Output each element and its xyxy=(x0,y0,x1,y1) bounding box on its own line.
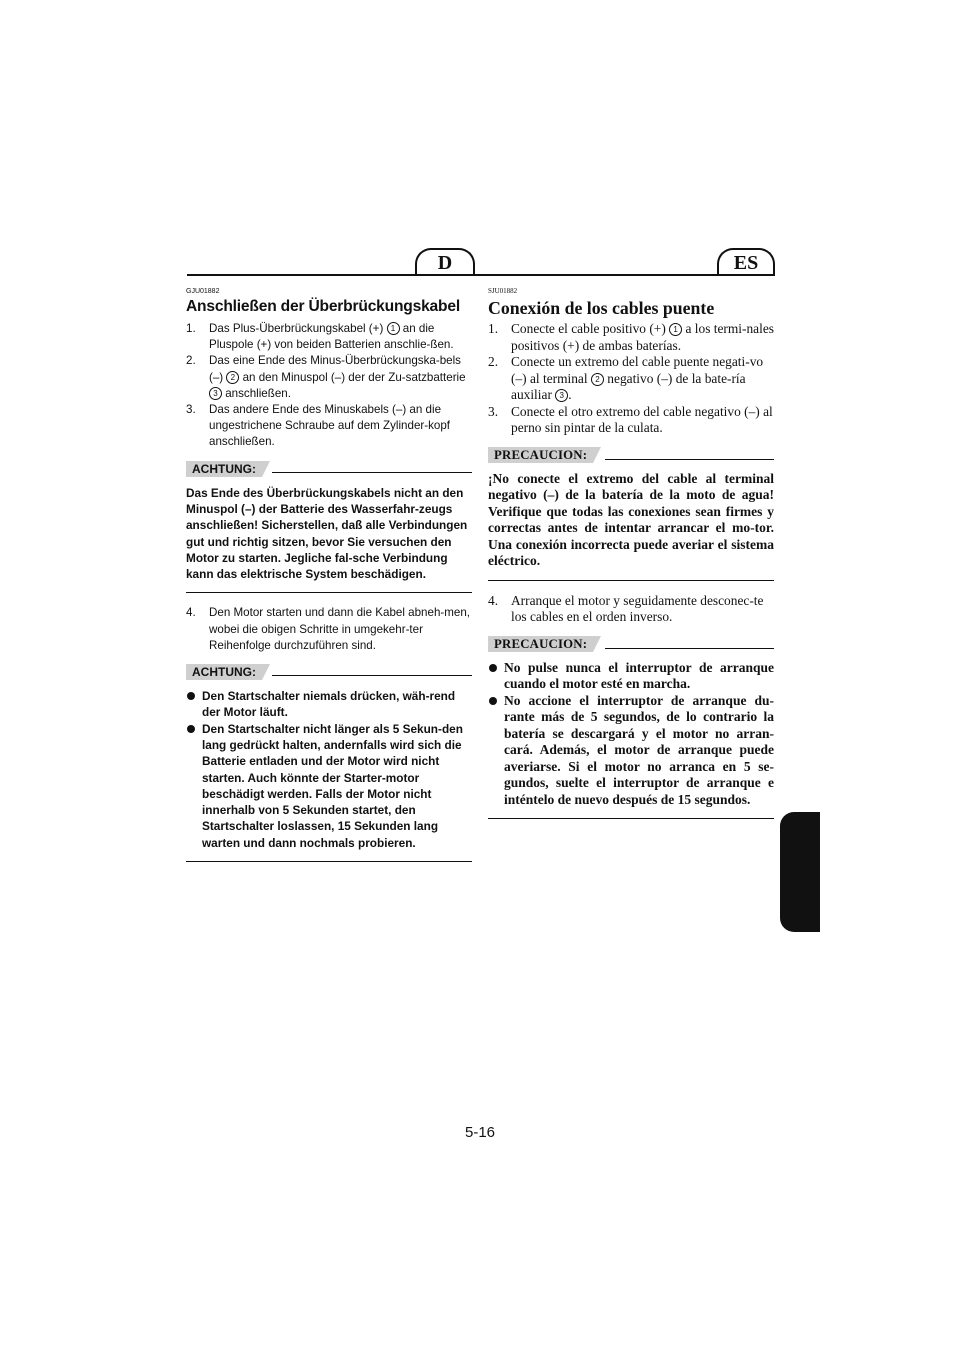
step-item xyxy=(186,353,472,402)
step-text: an den Minuspol (–) der der Zu-satzbatterie xyxy=(239,370,466,384)
caution-rule xyxy=(272,472,472,473)
section-title: Conexión de los cables puente xyxy=(488,298,715,318)
chapter-tab xyxy=(780,812,820,932)
step-list xyxy=(186,321,472,451)
bullet-item xyxy=(186,688,472,721)
step-list xyxy=(488,593,774,626)
spanish-column xyxy=(488,287,774,819)
callout-number: 2 xyxy=(226,371,239,384)
caution-box xyxy=(186,664,472,862)
caution-header xyxy=(186,664,472,680)
step-list xyxy=(488,321,774,437)
step-text: negativo (–) de la bate-ría auxiliar xyxy=(511,370,746,402)
step-number: 3. xyxy=(186,403,196,417)
step-text: a los termi-nales positivos (+) de ambas baterías. xyxy=(511,321,775,353)
bullet-text: Den Startschalter niemals drücken, wäh-rend der Motor läuft. xyxy=(202,689,456,720)
caution-label: ACHTUNG: xyxy=(186,461,262,477)
callout-number: 2 xyxy=(591,373,604,386)
language-badge-german: D xyxy=(415,248,475,276)
caution-rule xyxy=(605,648,774,649)
callout-number: 1 xyxy=(669,323,682,336)
step-text: Das eine Ende des Minus-Überbrückungska-bels (–) xyxy=(209,354,461,384)
step-text: Das Plus-Überbrückungskabel (+) xyxy=(209,322,387,335)
step-text: Das andere Ende des Minuskabels (–) an die ungestrichene Schraube auf dem Zylinder-kopf anschließen. xyxy=(209,403,451,449)
caution-rule xyxy=(605,459,774,460)
section-code: SJU01882 xyxy=(488,287,518,295)
callout-number: 3 xyxy=(209,387,222,400)
header-rule xyxy=(187,274,774,276)
step-item xyxy=(186,605,472,654)
caution-label: PRECAUCION: xyxy=(488,447,593,463)
step-text: Conecte un extremo del cable puente negati-vo (–) al terminal xyxy=(511,354,764,386)
step-item xyxy=(488,354,774,404)
bullet-text: No accione el interruptor de arranque du-rante más de 5 segundos, de lo contrario la batería se descargará y el motor no arran-cará. Además, el motor de arranque puede averiarse. Si el motor no arranca en 5 se-gundos, suelte el interruptor de arranque e inténtelo de nuevo después de 15 segundos. xyxy=(504,692,774,807)
step-text: Den Motor starten und dann die Kabel abneh-men, wobei die obigen Schritte in umgekehr-ter Reihenfolge durchzuführen sind. xyxy=(209,606,471,652)
step-text: Conecte el otro extremo del cable negativo (–) al perno sin pintar de la culata. xyxy=(511,403,773,435)
bullet-dot-icon xyxy=(187,692,195,700)
bullet-item xyxy=(488,660,774,693)
callout-number: 1 xyxy=(387,322,400,335)
bullet-text: No pulse nunca el interruptor de arranque cuando el motor esté en marcha. xyxy=(504,659,774,691)
section-title: Anschließen der Überbrückungskabel xyxy=(186,298,460,315)
step-number: 4. xyxy=(186,606,196,620)
section-code: GJU01882 xyxy=(186,288,220,295)
german-column xyxy=(186,287,472,862)
step-text: . xyxy=(568,387,572,402)
bullet-item xyxy=(488,693,774,809)
step-text: Conecte el cable positivo (+) xyxy=(511,321,670,336)
step-text: an die Pluspole (+) von beiden Batterien anschlie-ßen. xyxy=(209,322,454,352)
bullet-item xyxy=(186,721,472,851)
step-number: 2. xyxy=(186,354,196,368)
step-text: anschließen. xyxy=(222,386,291,400)
step-item xyxy=(186,402,472,451)
step-list xyxy=(186,605,472,654)
caution-box xyxy=(488,447,774,581)
caution-bullets xyxy=(488,660,774,820)
bullet-text: Den Startschalter nicht länger als 5 Sekun-den lang gedrückt halten, andernfalls wird sich die Batterie entladen und der Motor wird nicht starten. Auch könnte der Starter-motor beschädigt werden. Falls der Motor nicht innerhalb von 5 Sekunden startet, den Startschalter loslassen, 15 Sekunden lang warten und dann nochmals probieren. xyxy=(202,721,463,850)
step-number: 1. xyxy=(488,321,499,336)
step-item xyxy=(488,404,774,437)
caution-bullets xyxy=(186,688,472,862)
bullet-dot-icon xyxy=(489,664,497,672)
caution-box xyxy=(186,461,472,594)
caution-label: ACHTUNG: xyxy=(186,664,262,680)
step-item xyxy=(488,321,774,354)
caution-rule xyxy=(272,675,472,676)
step-item xyxy=(488,593,774,626)
callout-number: 3 xyxy=(555,389,568,402)
page-number: 5-16 xyxy=(464,1124,496,1141)
step-item xyxy=(186,321,472,353)
caution-text: ¡No conecte el extremo del cable al terminal negativo (–) de la batería de la moto de agua! Verifique que todas las conexiones sean firmes y correctas antes de intentar arrancar el mo-tor. Una conexión incorrecta puede averiar el sistema eléctrico. xyxy=(488,471,774,581)
language-badge-spanish: ES xyxy=(717,248,775,276)
step-number: 2. xyxy=(488,354,499,369)
step-number: 1. xyxy=(186,322,196,335)
caution-box xyxy=(488,636,774,820)
caution-header xyxy=(488,447,774,463)
step-text: Arranque el motor y seguidamente desconec-te los cables en el orden inverso. xyxy=(511,592,764,624)
caution-text: Das Ende des Überbrückungskabels nicht an den Minuspol (–) der Batterie des Wasserfahr-zeugs anschließen! Sicherstellen, daß alle Verbindungen gut und richtig sitzen, bevor Sie versuchen den Motor zu starten. Jegliche fal-sche Verbindung kann das elektrische System beschädigen. xyxy=(186,485,472,594)
step-number: 4. xyxy=(488,592,499,608)
caution-label: PRECAUCION: xyxy=(488,636,593,652)
bullet-dot-icon xyxy=(489,697,497,705)
bullet-dot-icon xyxy=(187,725,195,733)
caution-header xyxy=(488,636,774,652)
caution-header xyxy=(186,461,472,477)
step-number: 3. xyxy=(488,403,499,419)
